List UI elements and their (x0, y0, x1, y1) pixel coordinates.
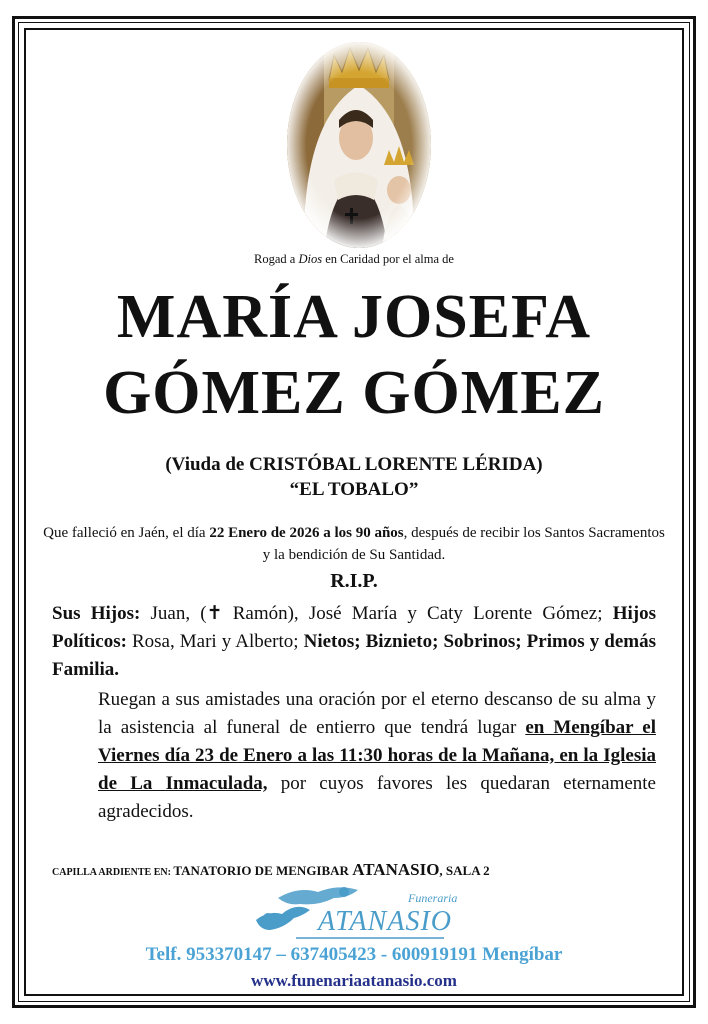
chapel-info: CAPILLA ARDIENTE EN: TANATORIO DE MENGIBAR ATANASIO, SALA 2 (52, 860, 490, 879)
funeral-home-logo-icon (248, 880, 458, 944)
deceased-name-line1: MARÍA JOSEFA (116, 283, 592, 351)
death-date: 22 Enero de 2026 a los 90 años (209, 525, 404, 541)
rip: R.I.P. (330, 570, 378, 592)
politicos-label: Hijos Políticos: (52, 603, 656, 652)
phone-numbers: Telf. 953370147 – 637405423 - 600919191 Mengíbar (145, 944, 563, 965)
other-relatives: Nietos; Biznieto; Sobrinos; Primos y demás Familia. (52, 631, 656, 680)
widow-of-line1: (Viuda de CRISTÓBAL LORENTE LÉRIDA) (165, 454, 543, 475)
widow-of (0, 452, 708, 502)
virgin-mary-portrait-icon (284, 40, 434, 250)
family-list: Sus Hijos: Juan, (✝ Ramón), José María y Caty Lorente Gómez; Hijos Políticos: Rosa, Mari y Alberto; Nietos; Biznieto; Sobrinos; Primos y demás Familia. (52, 603, 656, 680)
hijos-label: Sus Hijos: (52, 603, 141, 624)
logo-top-text: Funeraria (408, 891, 458, 905)
prayer-caption: Rogad a Dios en Caridad por el alma de (254, 252, 454, 266)
logo-main-text: ATANASIO (318, 906, 452, 937)
funeral-request: Ruegan a sus amistades una oración por el eterno descanso de su alma y la asistencia al funeral de entierro que tendrá lugar en Mengíbar el Viernes día 23 de Enero a las 11:30 horas de la Mañana, en la Iglesia de La Inmaculada, por cuyos favores les quedaran eternamente agradecidos. (98, 689, 656, 822)
nickname: “EL TOBALO” (289, 479, 419, 500)
funeral-details: en Mengíbar el Viernes día 23 de Enero a las 11:30 horas de la Mañana, en la Iglesia de La Inmaculada, (98, 717, 656, 794)
death-notice: Que falleció en Jaén, el día 22 Enero de 2026 a los 90 años, después de recibir los Santos Sacramentos y la bendición de Su Santidad. (43, 525, 665, 563)
website-link[interactable]: www.funenariaatanasio.com (251, 971, 457, 990)
deceased-name-line2: GÓMEZ GÓMEZ (103, 359, 605, 427)
